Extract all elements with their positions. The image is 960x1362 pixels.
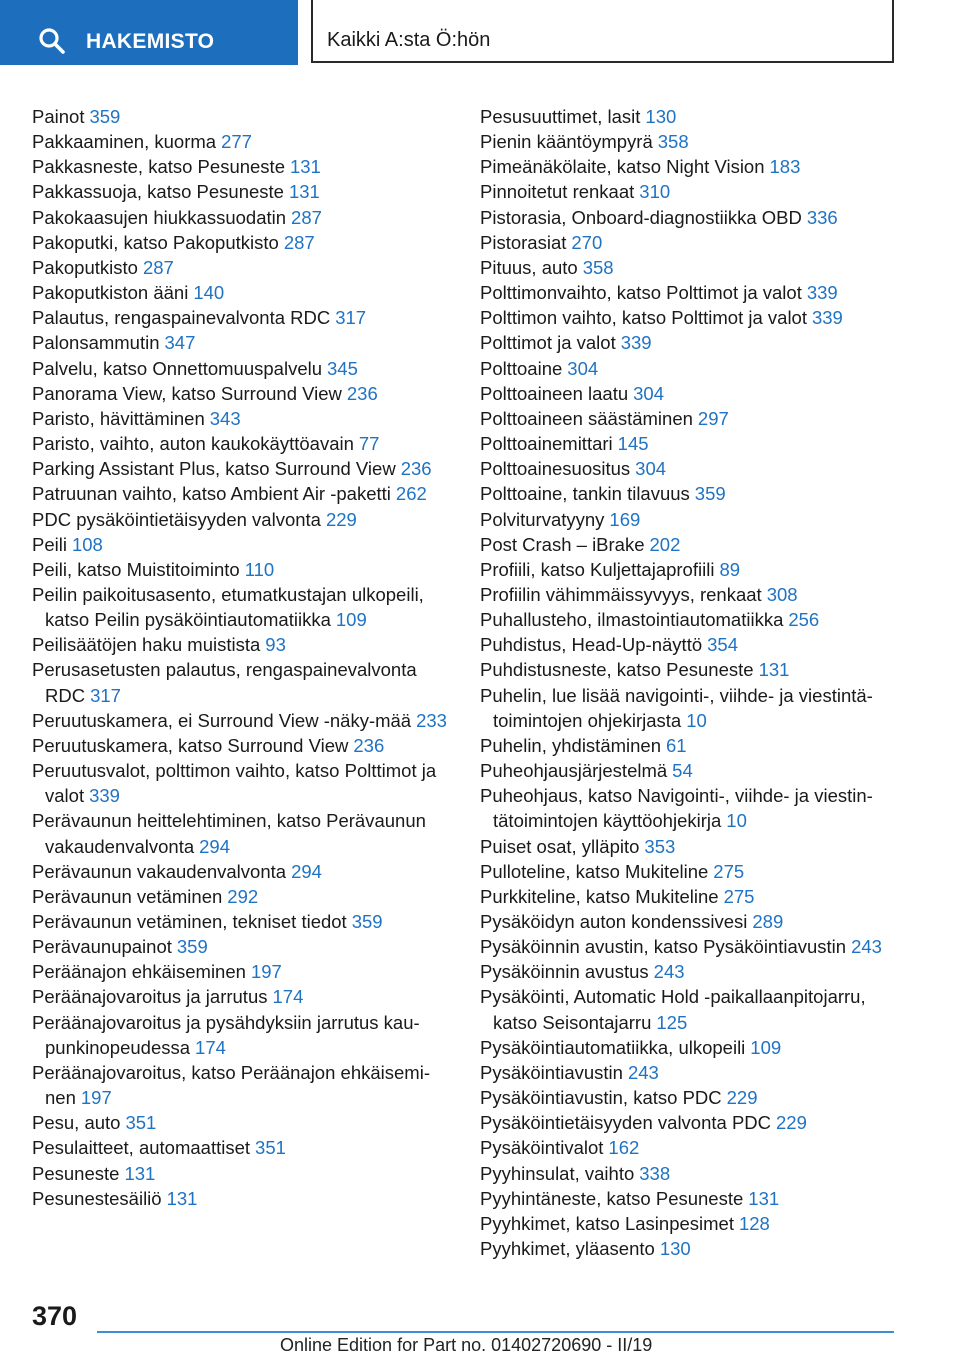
index-entry: [32, 381, 447, 406]
page-link[interactable]: 145: [617, 433, 649, 455]
page-link[interactable]: 131: [289, 156, 321, 178]
index-entry-term: Pysäköintiautomatiikka, ulkopeili: [480, 1036, 746, 1058]
index-entry-term: Peräänajovaroitus, katso Peräänajon ehkäisemi-nen: [32, 1061, 430, 1109]
page-link[interactable]: 317: [335, 307, 367, 329]
index-entry-term: Puhdistus, Head-Up-näyttö: [480, 634, 703, 656]
index-entry-term: Palvelu, katso Onnettomuuspalvelu: [32, 357, 323, 379]
index-entry: [480, 255, 910, 280]
index-entry-term: Polttimon vaihto, katso Polttimot ja valot: [480, 307, 807, 329]
index-entry-term: Polttoaine, tankin tilavuus: [480, 483, 690, 505]
index-entry-term: Peräänajovaroitus ja jarrutus: [32, 986, 268, 1008]
index-entry-term: Pysäköinnin avustus: [480, 961, 649, 983]
page-link[interactable]: 140: [193, 282, 225, 304]
index-entry-term: Peräänajon ehkäiseminen: [32, 961, 246, 983]
page-link[interactable]: 308: [766, 583, 798, 605]
page-link[interactable]: 10: [686, 709, 707, 731]
index-entry: [32, 456, 447, 481]
index-entry-term: Profiilin vähimmäissyvyys, renkaat: [480, 583, 762, 605]
index-entry-term: Pesuneste: [32, 1162, 120, 1184]
index-entry-term: Pyyhintäneste, katso Pesuneste: [480, 1187, 744, 1209]
index-entry: [32, 532, 447, 557]
index-entry: [32, 1186, 447, 1211]
index-entry-term: Pyyhkimet, yläasento: [480, 1238, 655, 1260]
page-link[interactable]: 236: [346, 382, 378, 404]
tab-a-to-z[interactable]: [311, 0, 894, 63]
index-entry-term: Pakoputki, katso Pakoputkisto: [32, 231, 279, 253]
index-entry: [480, 859, 910, 884]
index-entry: [32, 305, 447, 330]
page-link[interactable]: 174: [272, 986, 304, 1008]
index-entry: [480, 733, 910, 758]
index-entry: [32, 808, 447, 858]
page-link[interactable]: 197: [80, 1087, 112, 1109]
index-entry: [480, 532, 910, 557]
index-entry: [480, 205, 910, 230]
page-link[interactable]: 359: [176, 936, 208, 958]
index-entry-term: Pakkaaminen, kuorma: [32, 131, 217, 153]
index-entry-term: Perävaunun vakaudenvalvonta: [32, 860, 287, 882]
index-entry-term: Puiset osat, ylläpito: [480, 835, 640, 857]
index-entry: [480, 632, 910, 657]
index-entry-term: Polttimot ja valot: [480, 332, 616, 354]
tab-index-label: HAKEMISTO: [86, 30, 215, 53]
index-entry: [480, 1161, 910, 1186]
index-entry: [32, 129, 447, 154]
index-entry-term: Peili, katso Muistitoiminto: [32, 558, 240, 580]
page-link[interactable]: 108: [71, 533, 103, 555]
index-entry: [32, 632, 447, 657]
index-entry: [32, 708, 447, 733]
index-entry-term: Pyyhinsulat, vaihto: [480, 1162, 635, 1184]
index-entry-term: Puhelin, yhdistäminen: [480, 734, 661, 756]
index-entry-term: Paristo, vaihto, auton kaukokäyttöavain: [32, 433, 354, 455]
index-entry-term: Puheohjausjärjestelmä: [480, 760, 668, 782]
index-entry: [32, 1110, 447, 1135]
page-link[interactable]: 294: [199, 835, 231, 857]
index-entry: [32, 934, 447, 959]
page-link[interactable]: 229: [325, 508, 357, 530]
page-link[interactable]: 336: [806, 206, 838, 228]
page-link[interactable]: 304: [635, 458, 667, 480]
page-link[interactable]: 317: [90, 684, 121, 706]
index-entry: [480, 230, 910, 255]
index-entry-term: Pituus, auto: [480, 256, 578, 278]
page-link[interactable]: 243: [653, 961, 685, 983]
index-entry-term: Perävaunun vetäminen: [32, 885, 223, 907]
index-entry: [480, 406, 910, 431]
index-entry: [480, 1186, 910, 1211]
header-bar: [0, 0, 960, 66]
page-link[interactable]: 128: [738, 1212, 770, 1234]
index-entry-term: Peilisäätöjen haku muistista: [32, 634, 261, 656]
index-entry-term: Peräänajovaroitus ja pysähdyksiin jarrutus kau-punkinopeudessa: [32, 1011, 420, 1058]
index-entry-term: Polttoainemittari: [480, 433, 613, 455]
index-entry: [480, 154, 910, 179]
page-link[interactable]: 289: [752, 911, 784, 932]
index-entry-term: Polttoainesuositus: [480, 458, 631, 480]
page-link[interactable]: 338: [639, 1162, 671, 1184]
page-link[interactable]: 297: [697, 407, 729, 429]
index-entry: [480, 683, 910, 733]
page-link[interactable]: 347: [164, 332, 196, 354]
index-entry-term: Perusasetusten palautus, rengaspainevalvonta RDC: [32, 659, 417, 706]
index-entry-term: Pysäköintiavustin: [480, 1061, 623, 1083]
index-entry-term: Pesusuuttimet, lasit: [480, 106, 641, 127]
index-entry-term: Perävaunun heittelehtiminen, katso Perävaunun vakaudenvalvonta: [32, 810, 426, 857]
page-link[interactable]: 339: [806, 282, 838, 304]
index-entry-term: Pysäköintietäisyyden valvonta PDC: [480, 1112, 772, 1134]
index-entry: [32, 230, 447, 255]
page-link[interactable]: 243: [851, 936, 882, 958]
index-entry-term: Pysäköintivalot: [480, 1137, 604, 1159]
index-entry: [32, 330, 447, 355]
page-link[interactable]: 77: [358, 433, 380, 455]
index-entry-term: Peruutusvalot, polttimon vaihto, katso Polttimot ja valot: [32, 760, 437, 807]
index-entry: [480, 456, 910, 481]
index-entry: [480, 356, 910, 381]
index-entry-term: Pakokaasujen hiukkassuodatin: [32, 206, 287, 228]
page-link[interactable]: 131: [166, 1187, 198, 1209]
index-entry-term: Pistorasia, Onboard-diagnostiikka OBD: [480, 206, 802, 228]
page-link[interactable]: 256: [788, 609, 820, 631]
index-entry: [32, 406, 447, 431]
index-entry: [480, 305, 910, 330]
index-entry-term: Pakkassuoja, katso Pesuneste: [32, 181, 284, 203]
index-entry-term: Pistorasiat: [480, 231, 567, 253]
index-entry-term: Polviturvatyyny: [480, 508, 605, 530]
index-entry: [32, 154, 447, 179]
page-link[interactable]: 287: [142, 256, 174, 278]
page-link[interactable]: 275: [713, 860, 745, 882]
index-entry: [480, 330, 910, 355]
page-link[interactable]: 270: [571, 231, 603, 253]
index-entry: [32, 179, 447, 204]
page-link[interactable]: 294: [291, 860, 322, 882]
index-entry: [32, 959, 447, 984]
page-link[interactable]: 109: [335, 609, 367, 631]
tab-index[interactable]: [0, 0, 298, 65]
index-entry-term: Pienin kääntöympyrä: [480, 131, 653, 153]
index-entry-term: Polttoaineen laatu: [480, 382, 629, 404]
page-link[interactable]: 359: [89, 106, 121, 127]
page-link[interactable]: 310: [639, 181, 671, 203]
index-entry-term: Post Crash – iBrake: [480, 533, 645, 555]
index-entry-term: Panorama View, katso Surround View: [32, 382, 342, 404]
index-entry-term: Puhallusteho, ilmastointiautomatiikka: [480, 609, 784, 631]
index-entry: [32, 909, 447, 934]
index-entry: [480, 104, 910, 129]
page-link[interactable]: 343: [209, 407, 241, 429]
page-link[interactable]: 292: [227, 885, 259, 907]
index-entry: [32, 1161, 447, 1186]
page-link[interactable]: 61: [666, 734, 687, 756]
page-link[interactable]: 183: [769, 156, 801, 178]
page-link[interactable]: 110: [244, 558, 275, 580]
index-entry: [480, 607, 910, 632]
page-number: 370: [32, 1301, 78, 1331]
index-entry: [32, 859, 447, 884]
index-entry: [32, 733, 447, 758]
page-link[interactable]: 275: [723, 885, 755, 907]
index-entry: [480, 179, 910, 204]
index-entry: [480, 934, 910, 959]
page-link[interactable]: 359: [351, 911, 383, 932]
page-link[interactable]: 339: [620, 332, 652, 354]
index-entry: [480, 507, 910, 532]
index-entry: [480, 1236, 910, 1261]
page-link[interactable]: 93: [265, 634, 286, 656]
page-link[interactable]: 345: [327, 357, 358, 379]
page-link[interactable]: 262: [395, 483, 427, 505]
page-link[interactable]: 10: [726, 810, 747, 832]
index-entry-term: Paristo, hävittäminen: [32, 407, 205, 429]
page-link[interactable]: 125: [656, 1011, 688, 1033]
page-link[interactable]: 358: [582, 256, 614, 278]
index-entry-term: Pesunestesäiliö: [32, 1187, 162, 1209]
index-entry-term: Polttoaine: [480, 357, 563, 379]
index-entry-term: Puheohjaus, katso Navigointi-, viihde- ja viestin-tätoimintojen käyttöohjekirja: [480, 785, 873, 832]
page-link[interactable]: 233: [416, 709, 447, 731]
page-link[interactable]: 109: [750, 1036, 782, 1058]
index-entry: [32, 205, 447, 230]
index-entry: [480, 657, 910, 682]
page-link[interactable]: 236: [400, 458, 432, 480]
index-entry-term: Profiili, katso Kuljettajaprofiili: [480, 558, 715, 580]
index-entry-term: Polttimonvaihto, katso Polttimot ja valot: [480, 282, 802, 304]
index-entry-term: Puhdistusneste, katso Pesuneste: [480, 659, 754, 681]
page-link[interactable]: 339: [811, 307, 843, 329]
page-link[interactable]: 169: [609, 508, 641, 530]
index-entry: [32, 507, 447, 532]
index-entry: [32, 582, 447, 632]
index-entry-term: Pesu, auto: [32, 1112, 121, 1134]
page-link[interactable]: 277: [221, 131, 252, 153]
index-entry: [32, 758, 447, 808]
index-entry-term: Polttoaineen säästäminen: [480, 407, 693, 429]
index-entry: [32, 104, 447, 129]
edition-note: Online Edition for Part no. 01402720690 - II/19: [280, 1335, 653, 1355]
index-entry-term: Peruutuskamera, ei Surround View -näky-mää: [32, 709, 412, 731]
index-entry-term: Pysäköinti, Automatic Hold -paikallaanpitojarru, katso Seisontajarru: [480, 986, 866, 1033]
page-link[interactable]: 236: [353, 734, 385, 756]
page-link[interactable]: 130: [645, 106, 677, 127]
index-entry: [32, 1060, 447, 1110]
index-entry: [32, 884, 447, 909]
index-entry-term: Pysäköinnin avustin, katso Pysäköintiavustin: [480, 936, 847, 958]
page-link[interactable]: 89: [719, 558, 741, 580]
page-link[interactable]: 131: [124, 1162, 156, 1184]
index-entry-term: Pesulaitteet, automaattiset: [32, 1137, 251, 1159]
page-link[interactable]: 353: [644, 835, 676, 857]
page-link[interactable]: 359: [694, 483, 726, 505]
index-entry-term: Puhelin, lue lisää navigointi-, viihde- ja viestintä-toimintojen ohjekirjasta: [480, 684, 873, 731]
page-link[interactable]: 351: [125, 1112, 157, 1134]
tab-a-to-z-label: Kaikki A:sta Ö:hön: [327, 29, 491, 51]
index-entry: [480, 381, 910, 406]
index-entry-term: Pakoputkiston ääni: [32, 282, 189, 304]
index-entry: [480, 1060, 910, 1085]
index-entry-term: Pulloteline, katso Mukiteline: [480, 860, 709, 882]
index-entry: [32, 557, 447, 582]
index-entry-term: Pyyhkimet, katso Lasinpesimet: [480, 1212, 734, 1234]
index-entry-term: Perävaunun vetäminen, tekniset tiedot: [32, 911, 347, 932]
page-link[interactable]: 304: [567, 357, 599, 379]
index-entry-term: Peilin paikoitusasento, etumatkustajan ulkopeili, katso Peilin pysäköintiautomatiikka: [32, 583, 424, 631]
index-column-right: [480, 104, 910, 1261]
index-entry: [480, 884, 910, 909]
page-link[interactable]: 130: [659, 1238, 691, 1260]
index-entry: [480, 959, 910, 984]
page-link[interactable]: 304: [633, 382, 664, 404]
index-entry-term: Pysäköintiavustin, katso PDC: [480, 1087, 722, 1109]
page-link[interactable]: 54: [672, 760, 693, 782]
index-entry: [480, 783, 910, 833]
index-entry-term: Parking Assistant Plus, katso Surround View: [32, 458, 396, 480]
page-link[interactable]: 197: [250, 961, 282, 983]
index-entry-term: Pakkasneste, katso Pesuneste: [32, 156, 285, 178]
index-entry: [480, 481, 910, 506]
index-entry-term: Patruunan vaihto, katso Ambient Air -paketti: [32, 483, 391, 505]
page-link[interactable]: 229: [726, 1087, 758, 1109]
page-link[interactable]: 229: [776, 1112, 807, 1134]
index-entry-term: Painot: [32, 106, 85, 127]
index-entry: [480, 1085, 910, 1110]
index-entry: [480, 758, 910, 783]
index-entry: [32, 356, 447, 381]
search-icon: [38, 27, 66, 55]
page-link[interactable]: 174: [195, 1036, 226, 1058]
page-link[interactable]: 287: [283, 231, 315, 253]
page-link[interactable]: 339: [89, 785, 120, 807]
index-entry-term: Palautus, rengaspainevalvonta RDC: [32, 307, 331, 329]
index-entry: [32, 984, 447, 1009]
index-entry: [480, 984, 910, 1034]
index-entry: [32, 255, 447, 280]
index-entry: [32, 431, 447, 456]
page-link[interactable]: 162: [608, 1137, 640, 1159]
index-entry-term: Pakoputkisto: [32, 256, 138, 278]
index-entry-term: Palonsammutin: [32, 332, 160, 354]
page-link[interactable]: 354: [707, 634, 738, 656]
page-link[interactable]: 202: [649, 533, 681, 555]
index-entry: [32, 481, 447, 506]
index-entry-term: Pimeänäkölaite, katso Night Vision: [480, 156, 765, 178]
page-link[interactable]: 131: [748, 1187, 780, 1209]
page-link[interactable]: 131: [288, 181, 320, 203]
index-entry: [480, 909, 910, 934]
index-entry: [32, 657, 447, 707]
index-entry: [480, 1035, 910, 1060]
index-entry-term: Peili: [32, 533, 67, 555]
page-link[interactable]: 131: [758, 659, 790, 681]
index-entry: [480, 1211, 910, 1236]
index-entry-term: Peruutuskamera, katso Surround View: [32, 734, 349, 756]
page-link[interactable]: 287: [291, 206, 322, 228]
footer-divider: [97, 1331, 894, 1333]
index-entry: [480, 557, 910, 582]
page-link[interactable]: 351: [255, 1137, 286, 1159]
index-entry: [32, 1010, 447, 1060]
index-entry: [480, 1135, 910, 1160]
index-entry: [480, 834, 910, 859]
index-entry: [480, 280, 910, 305]
page-link[interactable]: 358: [657, 131, 689, 153]
index-entry: [480, 129, 910, 154]
index-entry-term: Purkkiteline, katso Mukiteline: [480, 885, 719, 907]
page-link[interactable]: 243: [627, 1061, 659, 1083]
index-entry: [480, 1110, 910, 1135]
index-entry: [32, 280, 447, 305]
index-column-left: [32, 104, 447, 1211]
index-entry: [480, 431, 910, 456]
index-entry-term: Pinnoitetut renkaat: [480, 181, 635, 203]
index-entry-term: PDC pysäköintietäisyyden valvonta: [32, 508, 321, 530]
index-entry-term: Perävaunupainot: [32, 936, 172, 958]
index-entry: [480, 582, 910, 607]
index-entry: [32, 1135, 447, 1160]
index-entry-term: Pysäköidyn auton kondenssivesi: [480, 911, 748, 932]
